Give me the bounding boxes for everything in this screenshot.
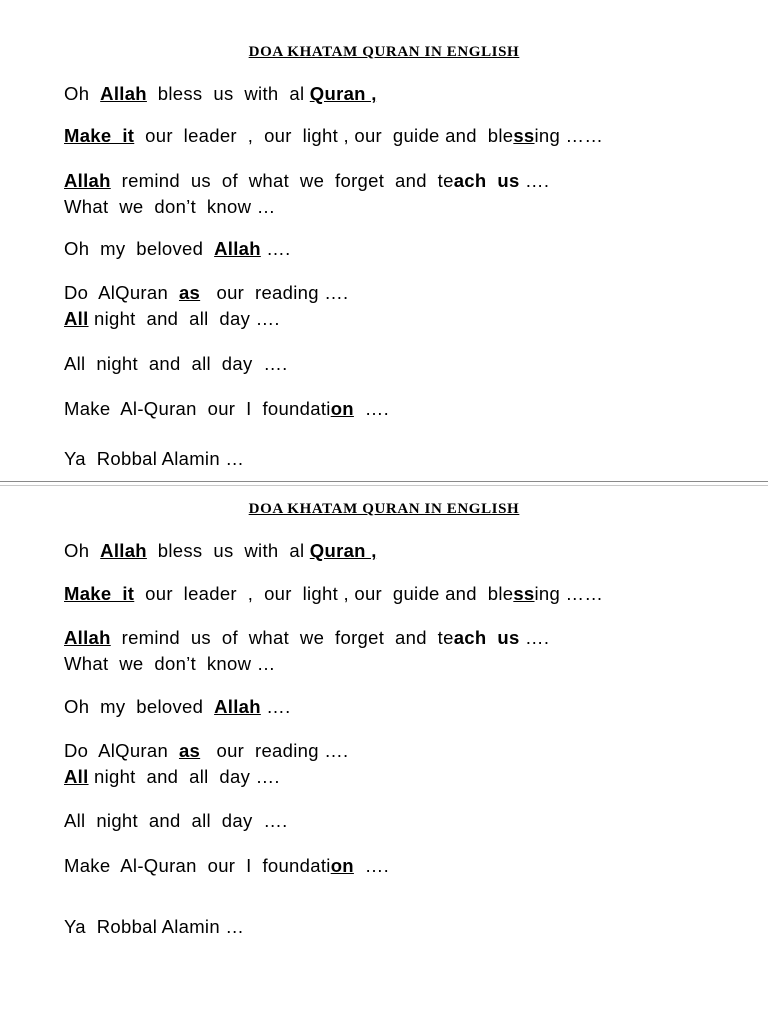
text-segment: our leader , our light , our guide and ble xyxy=(134,583,514,604)
text-segment: Allah xyxy=(100,83,147,104)
text-segment: Allah xyxy=(100,540,147,561)
text-line xyxy=(64,83,377,105)
text-segment: …. xyxy=(353,855,390,876)
text-segment: on xyxy=(330,855,354,876)
text-line xyxy=(64,353,288,375)
text-segment: …. xyxy=(519,170,550,191)
text-line xyxy=(64,855,389,877)
text-line xyxy=(64,540,377,562)
section-divider xyxy=(0,485,768,486)
text-segment: as xyxy=(178,740,201,761)
text-line xyxy=(64,583,603,605)
text-segment: remind us of what we forget and te xyxy=(110,627,454,648)
text-segment: Allah xyxy=(64,627,111,648)
text-segment: What we don’t know … xyxy=(64,653,276,674)
text-segment: …. xyxy=(260,238,291,259)
text-segment: …. xyxy=(519,627,550,648)
text-segment: on xyxy=(330,398,354,419)
text-line xyxy=(64,170,549,192)
text-segment: Do AlQuran xyxy=(64,282,179,303)
text-segment: ach us xyxy=(453,627,520,648)
text-segment: Oh xyxy=(64,540,101,561)
text-line xyxy=(64,282,349,304)
text-segment: Allah xyxy=(64,170,111,191)
text-segment: Make it xyxy=(64,583,135,604)
document-title: DOA KHATAM QURAN IN ENGLISH xyxy=(248,501,520,517)
section-divider xyxy=(0,481,768,482)
text-line xyxy=(64,196,276,218)
text-segment: All night and all day …. xyxy=(64,353,288,374)
text-segment: Quran , xyxy=(309,83,377,104)
text-segment: Make Al-Quran our I foundati xyxy=(64,855,331,876)
text-segment: night and all day …. xyxy=(88,766,280,787)
text-line xyxy=(64,448,244,470)
text-segment: bless us with al xyxy=(146,83,310,104)
text-segment: ss xyxy=(513,125,535,146)
text-segment: remind us of what we forget and te xyxy=(110,170,454,191)
text-segment: Allah xyxy=(214,238,261,259)
text-line xyxy=(64,398,389,420)
text-line xyxy=(64,238,291,260)
text-segment: …. xyxy=(353,398,390,419)
text-segment: All xyxy=(64,308,89,329)
text-segment: night and all day …. xyxy=(88,308,280,329)
text-line xyxy=(64,916,244,938)
text-segment: Ya Robbal Alamin … xyxy=(64,448,245,469)
text-segment: our reading …. xyxy=(200,282,349,303)
text-segment: ing …… xyxy=(534,583,604,604)
text-line xyxy=(64,810,288,832)
text-segment: ss xyxy=(513,583,535,604)
text-line xyxy=(64,308,280,330)
text-segment: ach us xyxy=(453,170,520,191)
text-segment: …. xyxy=(260,696,291,717)
text-line xyxy=(64,740,349,762)
text-segment: our leader , our light , our guide and ble xyxy=(134,125,514,146)
text-segment: What we don’t know … xyxy=(64,196,276,217)
text-line xyxy=(64,653,276,675)
text-line xyxy=(64,627,549,649)
text-segment: ing …… xyxy=(534,125,604,146)
text-segment: Allah xyxy=(214,696,261,717)
text-segment: Ya Robbal Alamin … xyxy=(64,916,245,937)
text-segment: Oh my beloved xyxy=(64,696,215,717)
text-segment: Oh my beloved xyxy=(64,238,215,259)
document-title: DOA KHATAM QURAN IN ENGLISH xyxy=(248,44,520,60)
text-segment: Oh xyxy=(64,83,101,104)
text-line xyxy=(64,125,603,147)
text-segment: Do AlQuran xyxy=(64,740,179,761)
text-segment: bless us with al xyxy=(146,540,310,561)
text-segment: our reading …. xyxy=(200,740,349,761)
text-line xyxy=(64,696,291,718)
text-segment: All night and all day …. xyxy=(64,810,288,831)
text-segment: as xyxy=(178,282,201,303)
text-segment: Make Al-Quran our I foundati xyxy=(64,398,331,419)
text-segment: All xyxy=(64,766,89,787)
text-segment: Make it xyxy=(64,125,135,146)
text-segment: Quran , xyxy=(309,540,377,561)
text-line xyxy=(64,766,280,788)
